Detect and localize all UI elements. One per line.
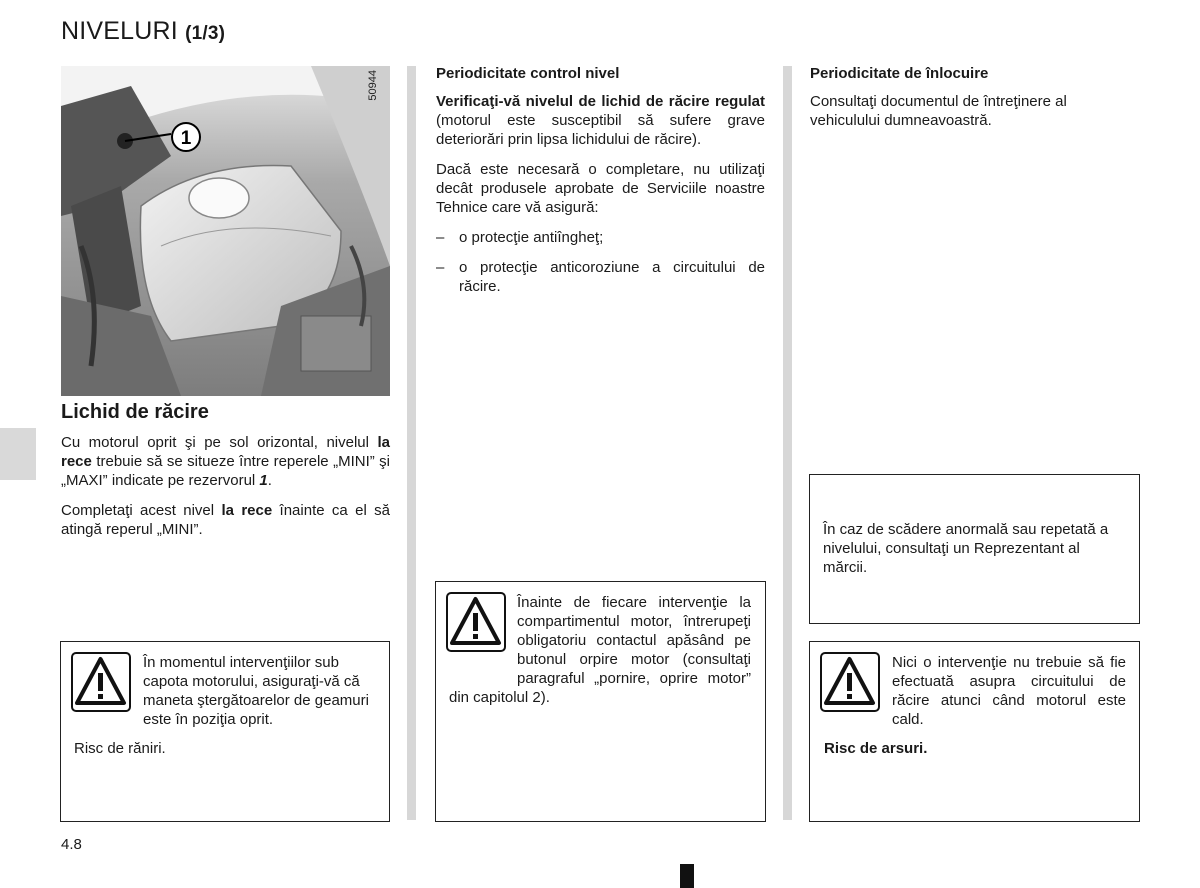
list-item [436, 228, 765, 247]
column-divider [783, 66, 792, 820]
subheading: Periodicitate de înlocuire [810, 65, 989, 82]
right-column-text [810, 64, 1140, 141]
warning-text: În momentul intervenţiilor sub capota motorului, asiguraţi-vă că maneta ştergătoarelor de geamuri este în poziţia oprit. [143, 654, 369, 728]
subheading: Periodicitate control nivel [436, 65, 620, 82]
chapter-tab [0, 428, 36, 480]
warning-triangle-icon [820, 652, 880, 712]
list-item-text: o protecţie antiîngheţ; [459, 229, 604, 246]
text-run-bold: la rece [61, 434, 390, 470]
text-run-bold: la rece [221, 502, 273, 519]
warning-risk: Risc de răniri. [74, 740, 166, 757]
paragraph [436, 92, 765, 149]
engine-bay-illustration [61, 66, 390, 396]
callout-number: 1 [180, 128, 192, 149]
list-item-text: o protecţie anticoroziune a circuitului de răcire. [459, 259, 765, 295]
list-dash: – [436, 229, 445, 246]
page-title-text: NIVELURI [61, 17, 178, 45]
middle-column-text [436, 64, 765, 307]
text-run: trebuie să se situeze între reperele „MINI” şi „MAXI” indicate pe rezervorul [61, 453, 390, 489]
paragraph [61, 501, 390, 539]
text-run: (motorul este susceptibil să sufere grave deteriorări prin lipsa lichidului de răcire). [436, 112, 765, 148]
left-column-text [61, 433, 390, 550]
section-heading: Lichid de răcire [61, 401, 209, 423]
list-item [436, 258, 765, 296]
warning-text-run: Înainte de fiecare intervenţie la compartimentul motor, întrerupeţi obligatoriu contactul apăsând pe butonul orpire motor (consultaţi paragraful „pornire, oprire motor” din capitolul 2). [449, 594, 751, 706]
warning-box-hot-engine [809, 641, 1140, 822]
list-dash: – [436, 259, 445, 276]
paragraph: Consultaţi documentul de întreţinere al vehiculului dumneavoastră. [810, 93, 1067, 129]
page-title-fraction: (1/3) [185, 23, 226, 44]
column-divider [407, 66, 416, 820]
text-run: Cu motorul oprit şi pe sol orizontal, nivelul [61, 434, 378, 451]
reference-number: 1 [259, 472, 268, 489]
warning-triangle-icon [71, 652, 131, 712]
text-run: Completaţi acest nivel [61, 502, 222, 519]
warning-text: Nici o intervenţie nu trebuie să fie efectuată asupra circuitului de răcire atunci când motorul este cald. [892, 654, 1126, 728]
page-title [61, 17, 225, 46]
warning-risk: Risc de arsuri. [824, 740, 928, 757]
note-text: În caz de scădere anormală sau repetată a nivelului, consultaţi un Reprezentant al mărcii. [823, 521, 1109, 576]
page-number: 4.8 [61, 836, 82, 853]
text-run-bold: Verificaţi-vă nivelul de lichid de răcire regulat [436, 93, 765, 110]
warning-box-wipers [60, 641, 390, 822]
icon-spacer [449, 593, 517, 671]
paragraph [61, 433, 390, 490]
paragraph: Dacă este necesară o completare, nu utilizaţi decât produsele aprobate de Serviciile noastre Tehnice care vă asigură: [436, 161, 765, 216]
page-marker [680, 864, 694, 888]
text-run: înainte ca el să atingă reperul „MINI”. [61, 502, 390, 538]
text-run: . [267, 472, 272, 489]
note-box-level [809, 474, 1140, 624]
figure-code: 50944 [367, 70, 379, 101]
warning-box-ignition [435, 581, 766, 822]
warning-text [449, 593, 751, 707]
